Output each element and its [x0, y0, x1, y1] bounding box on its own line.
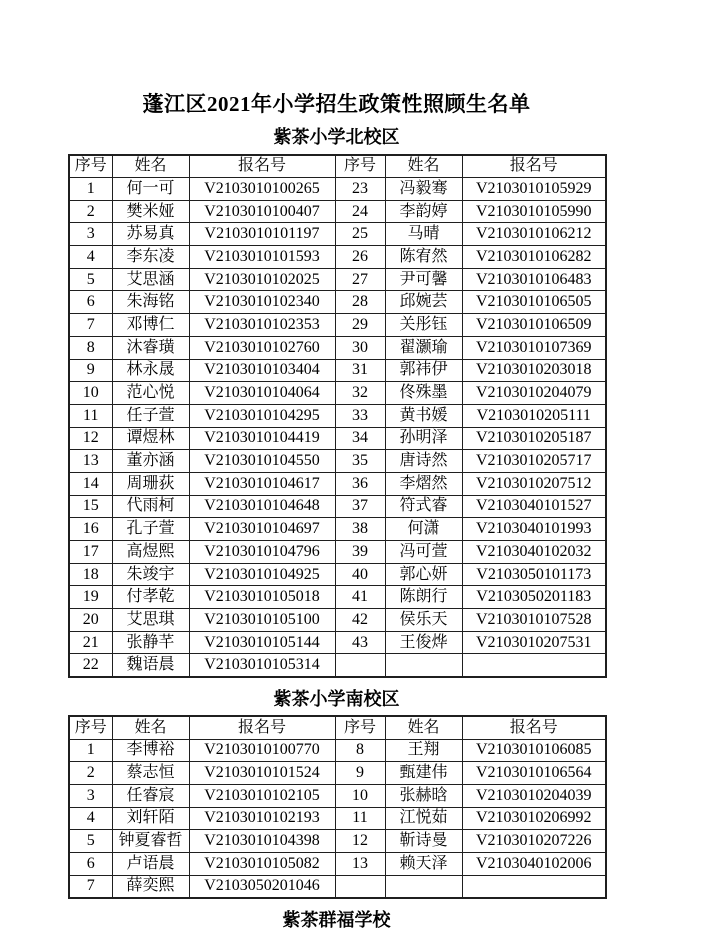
cell-student-name: 尹可馨	[385, 268, 462, 291]
table-row	[69, 784, 606, 807]
table-row	[69, 852, 606, 875]
cell-registration-no: V2103010205717	[462, 450, 606, 473]
table-row	[69, 495, 606, 518]
cell-student-name: 沐睿璜	[112, 336, 189, 359]
cell-registration-no: V2103050201046	[189, 875, 335, 898]
table-row	[69, 563, 606, 586]
table-row	[69, 739, 606, 762]
cell-registration-no	[462, 654, 606, 677]
cell-serial: 39	[335, 541, 385, 564]
cell-registration-no: V2103010102025	[189, 268, 335, 291]
cell-registration-no: V2103010102105	[189, 784, 335, 807]
cell-registration-no: V2103010104617	[189, 472, 335, 495]
cell-registration-no: V2103010105082	[189, 852, 335, 875]
document-content	[68, 92, 605, 931]
cell-serial: 36	[335, 472, 385, 495]
cell-registration-no: V2103010105314	[189, 654, 335, 677]
cell-serial: 30	[335, 336, 385, 359]
cell-serial: 12	[335, 830, 385, 853]
cell-student-name: 黄书媛	[385, 404, 462, 427]
table-row	[69, 200, 606, 223]
cell-registration-no: V2103010106483	[462, 268, 606, 291]
cell-serial: 4	[69, 807, 112, 830]
cell-registration-no: V2103010101197	[189, 223, 335, 246]
cell-student-name: 王翔	[385, 739, 462, 762]
section-south-campus	[68, 689, 605, 899]
cell-serial: 40	[335, 563, 385, 586]
cell-serial: 17	[69, 541, 112, 564]
cell-serial: 19	[69, 586, 112, 609]
cell-student-name: 代雨柯	[112, 495, 189, 518]
cell-registration-no: V2103010100407	[189, 200, 335, 223]
cell-student-name: 关彤钰	[385, 314, 462, 337]
cell-student-name: 范心悦	[112, 382, 189, 405]
table-row	[69, 875, 606, 898]
cell-registration-no: V2103010104550	[189, 450, 335, 473]
cell-student-name: 樊米娅	[112, 200, 189, 223]
cell-student-name: 艾思琪	[112, 609, 189, 632]
cell-serial: 4	[69, 246, 112, 269]
cell-student-name: 翟灏瑜	[385, 336, 462, 359]
table-row	[69, 762, 606, 785]
cell-student-name: 王俊烨	[385, 631, 462, 654]
cell-serial	[335, 654, 385, 677]
page-title: 蓬江区2021年小学招生政策性照顾生名单	[142, 92, 531, 116]
table-row	[69, 609, 606, 632]
cell-serial: 43	[335, 631, 385, 654]
cell-student-name: 高煜熙	[112, 541, 189, 564]
cell-serial: 1	[69, 739, 112, 762]
cell-serial: 10	[335, 784, 385, 807]
table-row	[69, 518, 606, 541]
cell-serial: 42	[335, 609, 385, 632]
cell-student-name: 魏语晨	[112, 654, 189, 677]
cell-registration-no: V2103010106212	[462, 223, 606, 246]
cell-registration-no: V2103010102193	[189, 807, 335, 830]
cell-student-name: 甄建伟	[385, 762, 462, 785]
cell-registration-no: V2103010102353	[189, 314, 335, 337]
cell-serial: 24	[335, 200, 385, 223]
cell-student-name: 马晴	[385, 223, 462, 246]
cell-student-name: 靳诗曼	[385, 830, 462, 853]
cell-registration-no: V2103010103404	[189, 359, 335, 382]
roster-table-south-campus	[68, 715, 607, 899]
cell-registration-no: V2103010203018	[462, 359, 606, 382]
cell-student-name: 张静芊	[112, 631, 189, 654]
cell-student-name: 冯可萱	[385, 541, 462, 564]
table-row	[69, 246, 606, 269]
cell-serial: 14	[69, 472, 112, 495]
cell-serial: 38	[335, 518, 385, 541]
cell-registration-no: V2103010106564	[462, 762, 606, 785]
table-row	[69, 472, 606, 495]
cell-registration-no: V2103010106282	[462, 246, 606, 269]
cell-serial: 18	[69, 563, 112, 586]
cell-serial: 37	[335, 495, 385, 518]
cell-student-name: 何一可	[112, 178, 189, 201]
cell-student-name: 孙明泽	[385, 427, 462, 450]
cell-student-name: 李韵婷	[385, 200, 462, 223]
header-serial: 序号	[335, 155, 385, 178]
cell-serial: 22	[69, 654, 112, 677]
cell-student-name: 任子萱	[112, 404, 189, 427]
cell-serial: 15	[69, 495, 112, 518]
table-row	[69, 427, 606, 450]
cell-student-name: 董亦涵	[112, 450, 189, 473]
cell-student-name: 谭煜林	[112, 427, 189, 450]
table-row	[69, 830, 606, 853]
cell-student-name: 唐诗然	[385, 450, 462, 473]
table-row	[69, 807, 606, 830]
header-student-name: 姓名	[385, 716, 462, 739]
cell-serial: 13	[335, 852, 385, 875]
cell-serial: 2	[69, 762, 112, 785]
roster-table-north-campus	[68, 154, 607, 678]
cell-student-name: 李博裕	[112, 739, 189, 762]
cell-serial: 11	[335, 807, 385, 830]
cell-serial: 32	[335, 382, 385, 405]
cell-student-name: 任睿宸	[112, 784, 189, 807]
cell-serial: 1	[69, 178, 112, 201]
cell-registration-no: V2103010104796	[189, 541, 335, 564]
header-row	[69, 716, 606, 739]
cell-serial: 9	[69, 359, 112, 382]
cell-serial: 16	[69, 518, 112, 541]
cell-registration-no: V2103010101524	[189, 762, 335, 785]
cell-serial: 12	[69, 427, 112, 450]
cell-registration-no: V2103010104295	[189, 404, 335, 427]
header-serial: 序号	[69, 155, 112, 178]
cell-serial: 13	[69, 450, 112, 473]
cell-student-name	[385, 875, 462, 898]
cell-student-name: 林永晟	[112, 359, 189, 382]
cell-registration-no: V2103010106505	[462, 291, 606, 314]
cell-registration-no: V2103010100265	[189, 178, 335, 201]
header-registration-no: 报名号	[189, 155, 335, 178]
table-row	[69, 541, 606, 564]
cell-serial: 3	[69, 784, 112, 807]
cell-serial: 20	[69, 609, 112, 632]
header-serial: 序号	[335, 716, 385, 739]
header-student-name: 姓名	[385, 155, 462, 178]
header-registration-no: 报名号	[189, 716, 335, 739]
cell-serial: 26	[335, 246, 385, 269]
table-row	[69, 336, 606, 359]
cell-serial: 21	[69, 631, 112, 654]
cell-student-name: 侯乐天	[385, 609, 462, 632]
cell-serial: 5	[69, 268, 112, 291]
cell-registration-no: V2103010107528	[462, 609, 606, 632]
cell-registration-no: V2103010106085	[462, 739, 606, 762]
cell-student-name: 付孝乾	[112, 586, 189, 609]
cell-student-name: 刘轩陌	[112, 807, 189, 830]
cell-serial: 5	[69, 830, 112, 853]
cell-serial: 31	[335, 359, 385, 382]
table-row	[69, 291, 606, 314]
header-row	[69, 155, 606, 178]
header-student-name: 姓名	[112, 716, 189, 739]
cell-serial: 7	[69, 314, 112, 337]
table-row	[69, 223, 606, 246]
cell-student-name: 郭祎伊	[385, 359, 462, 382]
cell-serial: 28	[335, 291, 385, 314]
cell-student-name: 李东凌	[112, 246, 189, 269]
cell-serial	[335, 875, 385, 898]
cell-student-name: 艾思涵	[112, 268, 189, 291]
cell-registration-no: V2103010105018	[189, 586, 335, 609]
section-title-north-campus: 紫茶小学北校区	[273, 127, 400, 148]
header-registration-no: 报名号	[462, 155, 606, 178]
cell-registration-no: V2103010104925	[189, 563, 335, 586]
cell-student-name: 卢语晨	[112, 852, 189, 875]
cell-registration-no: V2103010106509	[462, 314, 606, 337]
cell-serial: 29	[335, 314, 385, 337]
cell-registration-no: V2103010105100	[189, 609, 335, 632]
cell-student-name: 钟夏睿哲	[112, 830, 189, 853]
cell-student-name: 冯毅骞	[385, 178, 462, 201]
cell-student-name: 孔子萱	[112, 518, 189, 541]
section-north-campus	[68, 127, 605, 678]
cell-serial: 9	[335, 762, 385, 785]
section-title-south-campus: 紫茶小学南校区	[273, 688, 400, 709]
cell-student-name: 陈宥然	[385, 246, 462, 269]
section-qunfu-school	[68, 910, 605, 931]
cell-registration-no: V2103010205187	[462, 427, 606, 450]
cell-student-name: 赖天泽	[385, 852, 462, 875]
cell-serial: 34	[335, 427, 385, 450]
cell-serial: 3	[69, 223, 112, 246]
cell-registration-no: V2103010102340	[189, 291, 335, 314]
cell-registration-no: V2103010104648	[189, 495, 335, 518]
cell-registration-no: V2103050201183	[462, 586, 606, 609]
cell-student-name: 李熠然	[385, 472, 462, 495]
cell-student-name	[385, 654, 462, 677]
cell-serial: 8	[69, 336, 112, 359]
table-row	[69, 382, 606, 405]
cell-serial: 8	[335, 739, 385, 762]
cell-registration-no: V2103040102032	[462, 541, 606, 564]
cell-registration-no: V2103010104697	[189, 518, 335, 541]
cell-student-name: 苏易真	[112, 223, 189, 246]
cell-registration-no: V2103010102760	[189, 336, 335, 359]
section-title-qunfu-school: 紫茶群福学校	[282, 909, 391, 930]
cell-registration-no: V2103010107369	[462, 336, 606, 359]
cell-registration-no: V2103010207512	[462, 472, 606, 495]
cell-registration-no: V2103010105990	[462, 200, 606, 223]
table-row	[69, 631, 606, 654]
cell-serial: 10	[69, 382, 112, 405]
cell-student-name: 江悦茹	[385, 807, 462, 830]
cell-serial: 6	[69, 852, 112, 875]
table-row	[69, 450, 606, 473]
table-row	[69, 359, 606, 382]
cell-student-name: 朱海铭	[112, 291, 189, 314]
cell-serial: 33	[335, 404, 385, 427]
cell-student-name: 陈朗行	[385, 586, 462, 609]
cell-registration-no: V2103010205111	[462, 404, 606, 427]
cell-serial: 41	[335, 586, 385, 609]
cell-student-name: 蔡志恒	[112, 762, 189, 785]
cell-registration-no: V2103040102006	[462, 852, 606, 875]
cell-registration-no: V2103040101527	[462, 495, 606, 518]
cell-serial: 6	[69, 291, 112, 314]
table-row	[69, 314, 606, 337]
cell-registration-no: V2103040101993	[462, 518, 606, 541]
table-row	[69, 654, 606, 677]
cell-registration-no: V2103010104419	[189, 427, 335, 450]
table-row	[69, 586, 606, 609]
cell-registration-no: V2103010204079	[462, 382, 606, 405]
cell-student-name: 郭心妍	[385, 563, 462, 586]
cell-registration-no: V2103010105144	[189, 631, 335, 654]
cell-registration-no: V2103010207531	[462, 631, 606, 654]
cell-registration-no: V2103010101593	[189, 246, 335, 269]
cell-serial: 27	[335, 268, 385, 291]
header-serial: 序号	[69, 716, 112, 739]
table-row	[69, 178, 606, 201]
table-row	[69, 404, 606, 427]
cell-student-name: 张赫晗	[385, 784, 462, 807]
cell-registration-no: V2103050101173	[462, 563, 606, 586]
cell-registration-no: V2103010204039	[462, 784, 606, 807]
cell-serial: 11	[69, 404, 112, 427]
cell-serial: 7	[69, 875, 112, 898]
cell-student-name: 周珊荻	[112, 472, 189, 495]
cell-registration-no	[462, 875, 606, 898]
cell-student-name: 符式睿	[385, 495, 462, 518]
cell-serial: 35	[335, 450, 385, 473]
header-registration-no: 报名号	[462, 716, 606, 739]
cell-registration-no: V2103010207226	[462, 830, 606, 853]
cell-registration-no: V2103010206992	[462, 807, 606, 830]
cell-registration-no: V2103010104398	[189, 830, 335, 853]
cell-student-name: 薛奕熙	[112, 875, 189, 898]
cell-student-name: 朱竣宇	[112, 563, 189, 586]
header-student-name: 姓名	[112, 155, 189, 178]
cell-serial: 23	[335, 178, 385, 201]
cell-student-name: 邱婉芸	[385, 291, 462, 314]
cell-student-name: 佟殊墨	[385, 382, 462, 405]
cell-student-name: 何潇	[385, 518, 462, 541]
cell-registration-no: V2103010105929	[462, 178, 606, 201]
table-row	[69, 268, 606, 291]
cell-registration-no: V2103010104064	[189, 382, 335, 405]
cell-registration-no: V2103010100770	[189, 739, 335, 762]
cell-student-name: 邓博仁	[112, 314, 189, 337]
cell-serial: 2	[69, 200, 112, 223]
cell-serial: 25	[335, 223, 385, 246]
